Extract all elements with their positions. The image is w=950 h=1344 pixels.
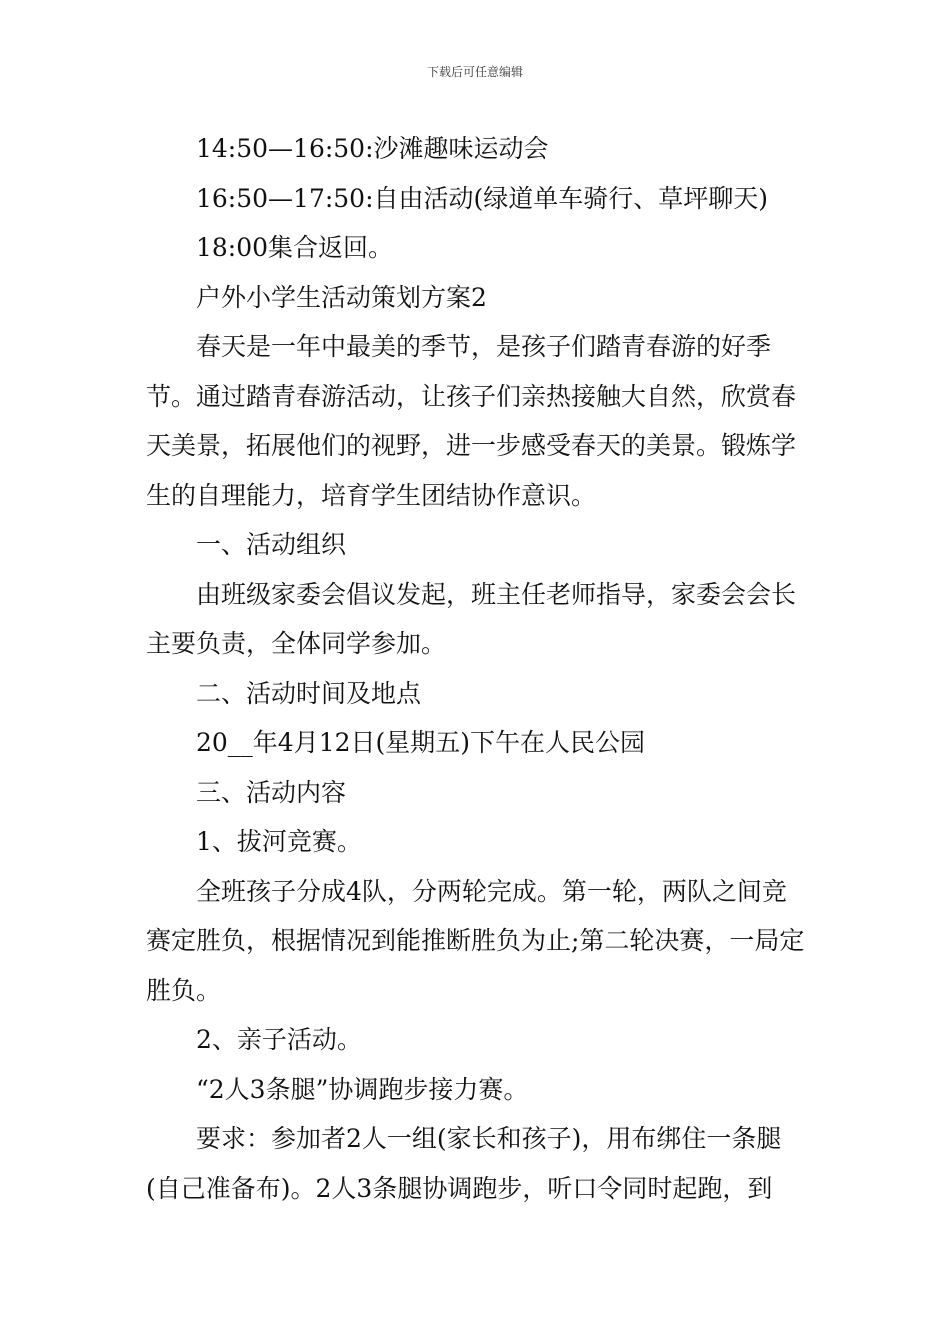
sub-heading: 2、亲子活动。 bbox=[196, 1025, 362, 1054]
sub-heading: 1、拔河竞赛。 bbox=[196, 827, 362, 856]
body-paragraph: 由班级家委会倡议发起，班主任老师指导，家委会会长主要负责，全体同学参加。 bbox=[146, 579, 797, 658]
page-header-note: 下载后可任意编辑 bbox=[426, 65, 523, 79]
section-heading: 三、活动内容 bbox=[196, 777, 347, 807]
schedule-line: 14:50—16:50:沙滩趣味运动会 bbox=[196, 134, 549, 163]
section-heading: 一、活动组织 bbox=[196, 530, 347, 559]
body-paragraph: “2人3条腿”协调跑步接力赛。 bbox=[196, 1074, 529, 1104]
body-paragraph: 全班孩子分成4队，分两轮完成。第一轮，两队之间竞赛定胜负，根据情况到能推断胜负为止;第二轮决赛，一局定胜负。 bbox=[146, 876, 805, 1005]
section-heading: 二、活动时间及地点 bbox=[196, 678, 422, 708]
section-title: 户外小学生活动策划方案2 bbox=[196, 282, 487, 312]
body-paragraph: 春天是一年中最美的季节，是孩子们踏青春游的好季节。通过踏青春游活动，让孩子们亲热接触大自然，欣赏春天美景，拓展他们的视野，进一步感受春天的美景。锻炼学生的自理能力，培育学生团结协作意识。 bbox=[146, 332, 797, 510]
document-body bbox=[146, 124, 810, 1213]
schedule-line: 16:50—17:50:自由活动(绿道单车骑行、草坪聊天) bbox=[196, 183, 769, 213]
schedule-line: 18:00集合返回。 bbox=[196, 233, 394, 262]
body-paragraph: 20__年4月12日(星期五)下午在人民公园 bbox=[196, 728, 646, 757]
body-paragraph: 要求：参加者2人一组(家长和孩子)，用布绑住一条腿(自己准备布)。2人3条腿协调跑步，听口令同时起跑，到 bbox=[146, 1124, 782, 1203]
